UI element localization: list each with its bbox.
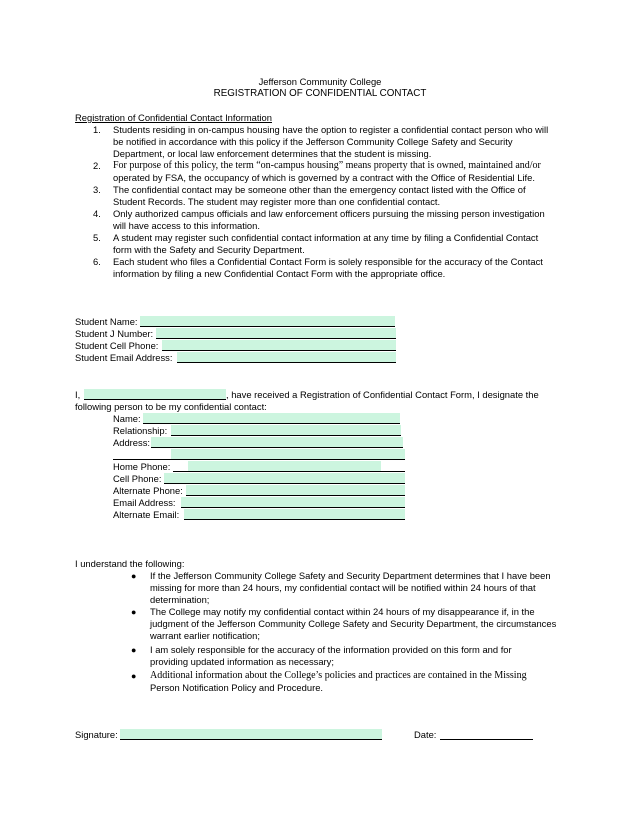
list-text-line: form with the Safety and Security Department. [113,244,305,255]
list-text-line: Person Notification Policy and Procedure. [150,682,324,693]
contact-address-label: Address: [113,437,150,448]
list-text-line: Student Records. The student may register more than one confidential contact. [113,196,441,207]
bullet-icon: ● [131,671,137,681]
list-text-line: I am solely responsible for the accuracy of the information provided on this form and for [150,644,512,655]
contact-alt-email-field[interactable] [184,509,405,520]
list-text-line: missing for more than 24 hours, my confidential contact will be notified within 24 hours of that [150,582,536,593]
contact-name-field[interactable] [143,413,400,424]
list-text-line: will have access to this information. [113,220,260,231]
contact-address-line2-field[interactable] [171,449,405,460]
contact-home-phone-label: Home Phone: [113,461,171,472]
list-text-line: providing updated information as necessary; [150,656,334,667]
list-number: 2. [93,160,101,171]
list-text-line: Department, or local law enforcement determines that the student is missing. [113,148,432,159]
list-text-line: be notified in accordance with this policy if the Jefferson Community College Safety and Security [113,136,513,147]
bullet-icon: ● [131,571,137,581]
student-designate-name-field[interactable] [84,389,226,400]
list-text-line: If the Jefferson Community College Safety and Security Department determines that I have been [150,570,551,581]
list-number: 3. [93,184,101,195]
contact-address-field[interactable] [151,437,403,448]
designation-prefix: I, [75,389,81,400]
designation-line2: following person to be my confidential contact: [75,401,267,412]
student-cell-label: Student Cell Phone: [75,340,159,351]
contact-alt-phone-field[interactable] [186,485,405,496]
list-text-line: determination; [150,594,210,605]
list-text-line: information by filing a new Confidential Contact Form with the appropriate office. [113,268,446,279]
form-title: REGISTRATION OF CONFIDENTIAL CONTACT [213,88,427,99]
signature-label: Signature: [75,729,118,740]
student-name-field[interactable] [140,316,395,327]
list-text-line: The confidential contact may be someone other than the emergency contact listed with the Office of [113,184,526,195]
list-number: 4. [93,208,101,219]
list-text-line: operated by FSA, the occupancy of which is governed by a contract with the Office of Residential Life. [113,172,535,183]
list-text-line: Students residing in on-campus housing have the option to register a confidential contact person who will [113,124,549,135]
student-name-label: Student Name: [75,316,138,327]
date-label: Date: [414,729,437,740]
list-text-line: A student may register such confidential contact information at any time by filing a Confidential Contact [113,232,539,243]
list-text-line: Only authorized campus officials and law enforcement officers pursuing the missing person investigation [113,208,545,219]
contact-alt-email-label: Alternate Email: [113,509,180,520]
contact-alt-phone-label: Alternate Phone: [113,485,183,496]
signature-field[interactable] [120,729,382,740]
list-number: 6. [93,256,101,267]
bullet-icon: ● [131,607,137,617]
bullet-icon: ● [131,645,137,655]
date-field[interactable] [440,739,533,740]
list-text-line: Additional information about the College’s policies and practices are contained in the Missing [150,670,527,681]
student-jnumber-field[interactable] [156,328,396,339]
list-text-line: For purpose of this policy, the term “on-campus housing” means property that is owned, maintained and/or [113,160,541,171]
student-email-field[interactable] [177,352,396,363]
contact-email-field[interactable] [181,497,405,508]
list-text-line: The College may notify my confidential contact within 24 hours of my disappearance if, in the [150,606,535,617]
contact-email-label: Email Address: [113,497,176,508]
college-name: Jefferson Community College [258,76,382,87]
contact-relationship-label: Relationship: [113,425,168,436]
address-line2-underline [113,459,171,460]
list-number: 5. [93,232,101,243]
contact-name-label: Name: [113,413,141,424]
contact-cell-phone-field[interactable] [164,473,405,484]
student-jnumber-label: Student J Number: [75,328,154,339]
list-number: 1. [93,124,101,135]
student-email-label: Student Email Address: [75,352,173,363]
list-text-line: Each student who files a Confidential Contact Form is solely responsible for the accuracy of the Contact [113,256,543,267]
designation-suffix: , have received a Registration of Confidential Contact Form, I designate the [226,389,539,400]
understand-heading: I understand the following: [75,558,185,569]
section-heading: Registration of Confidential Contact Information [75,112,272,123]
list-text-line: judgment of the Jefferson Community College Safety and Security Department, the circumstances [150,618,557,629]
list-text-line: warrant earlier notification; [150,630,260,641]
student-cell-field[interactable] [162,340,396,351]
contact-cell-phone-label: Cell Phone: [113,473,162,484]
contact-relationship-field[interactable] [171,425,401,436]
contact-home-phone-field[interactable] [188,461,381,472]
